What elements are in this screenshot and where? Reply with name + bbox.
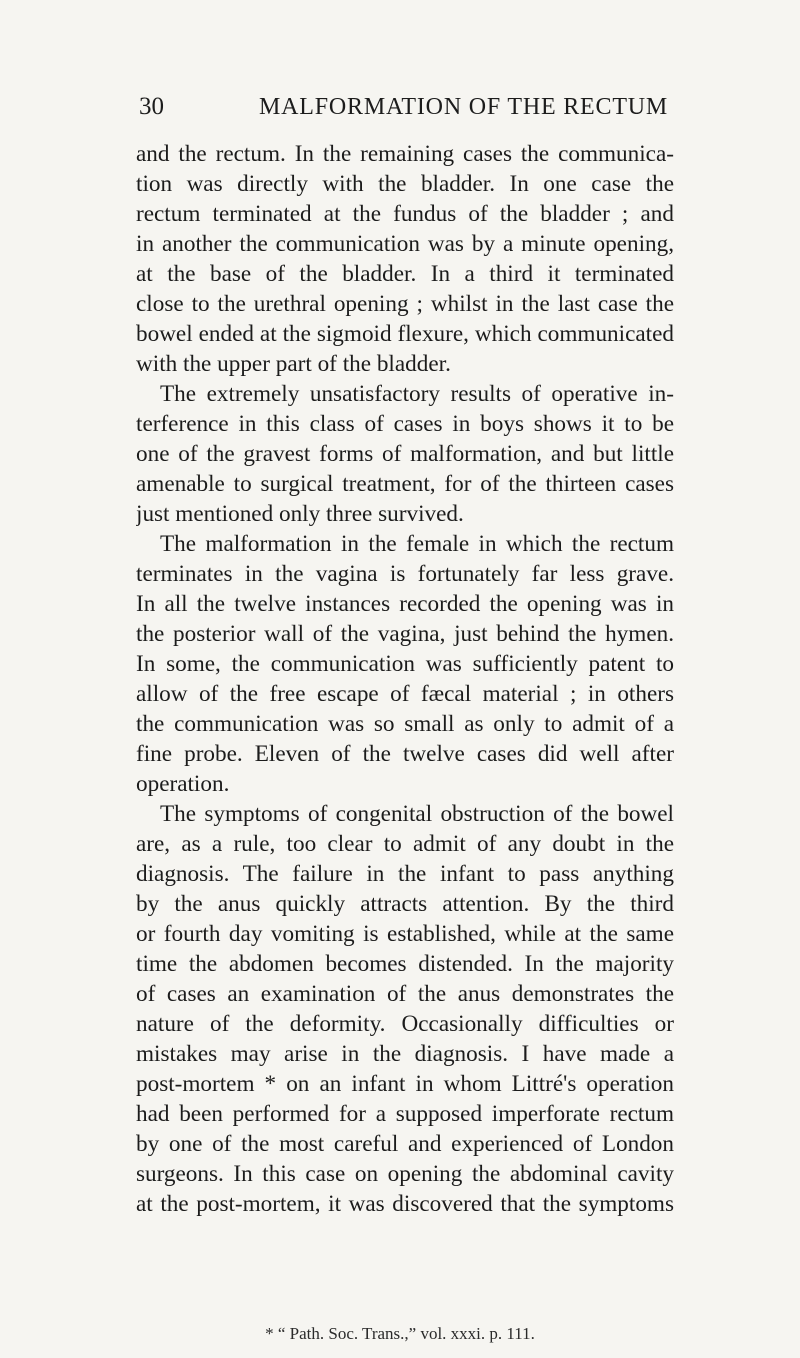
text-line: In some, the communication was sufficiently patent to xyxy=(136,651,674,677)
text-line: bowel ended at the sigmoid flexure, which communicated xyxy=(136,321,674,347)
text-line: the communication was so small as only to admit of a xyxy=(136,711,674,737)
text-line: fine probe. Eleven of the twelve cases did well after xyxy=(136,741,674,767)
text-line: The extremely unsatisfactory results of operative in- xyxy=(160,381,674,407)
text-line: by one of the most careful and experienced of London xyxy=(136,1131,674,1157)
page-header xyxy=(139,92,673,122)
text-line: one of the gravest forms of malformation, and but little xyxy=(136,441,674,467)
text-line: amenable to surgical treatment, for of the thirteen cases xyxy=(136,471,674,497)
text-line: at the base of the bladder. In a third it terminated xyxy=(136,261,674,287)
text-line: rectum terminated at the fundus of the bladder ; and xyxy=(136,201,674,227)
text-line: just mentioned only three survived. xyxy=(136,501,464,527)
text-line: tion was directly with the bladder. In one case the xyxy=(136,171,674,197)
running-title: MALFORMATION OF THE RECTUM xyxy=(259,94,669,120)
text-line: and the rectum. In the remaining cases the communica- xyxy=(136,141,674,167)
text-line: or fourth day vomiting is established, while at the same xyxy=(136,921,674,947)
text-line: In all the twelve instances recorded the opening was in xyxy=(136,591,674,617)
text-line: surgeons. In this case on opening the abdominal cavity xyxy=(136,1161,674,1187)
text-line: are, as a rule, too clear to admit of any doubt in the xyxy=(136,831,674,857)
text-line: close to the urethral opening ; whilst in the last case the xyxy=(136,291,674,317)
text-line: operation. xyxy=(136,771,230,797)
text-line: by the anus quickly attracts attention. By the third xyxy=(136,891,674,917)
text-line: The symptoms of congenital obstruction of the bowel xyxy=(160,801,674,827)
text-line: terference in this class of cases in boys shows it to be xyxy=(136,411,674,437)
text-line: allow of the free escape of fæcal material ; in others xyxy=(136,681,674,707)
text-line: at the post-mortem, it was discovered that the symptoms xyxy=(136,1191,674,1217)
text-line: with the upper part of the bladder. xyxy=(136,351,451,377)
text-line: The malformation in the female in which the rectum xyxy=(160,531,674,557)
text-line: diagnosis. The failure in the infant to pass anything xyxy=(136,861,674,887)
footnote: * “ Path. Soc. Trans.,” vol. xxxi. p. 111. xyxy=(265,1324,535,1343)
body-text xyxy=(136,139,674,1219)
text-line: terminates in the vagina is fortunately far less grave. xyxy=(136,561,674,587)
text-line: time the abdomen becomes distended. In the majority xyxy=(136,951,674,977)
page-number: 30 xyxy=(139,93,164,120)
text-line: mistakes may arise in the diagnosis. I have made a xyxy=(136,1041,674,1067)
text-line: in another the communication was by a minute opening, xyxy=(136,231,674,257)
text-line: the posterior wall of the vagina, just behind the hymen. xyxy=(136,621,674,647)
text-line: of cases an examination of the anus demonstrates the xyxy=(136,981,674,1007)
text-line: nature of the deformity. Occasionally difficulties or xyxy=(136,1011,674,1037)
text-line: had been performed for a supposed imperforate rectum xyxy=(136,1101,674,1127)
text-line: post-mortem * on an infant in whom Littré's operation xyxy=(136,1071,674,1097)
